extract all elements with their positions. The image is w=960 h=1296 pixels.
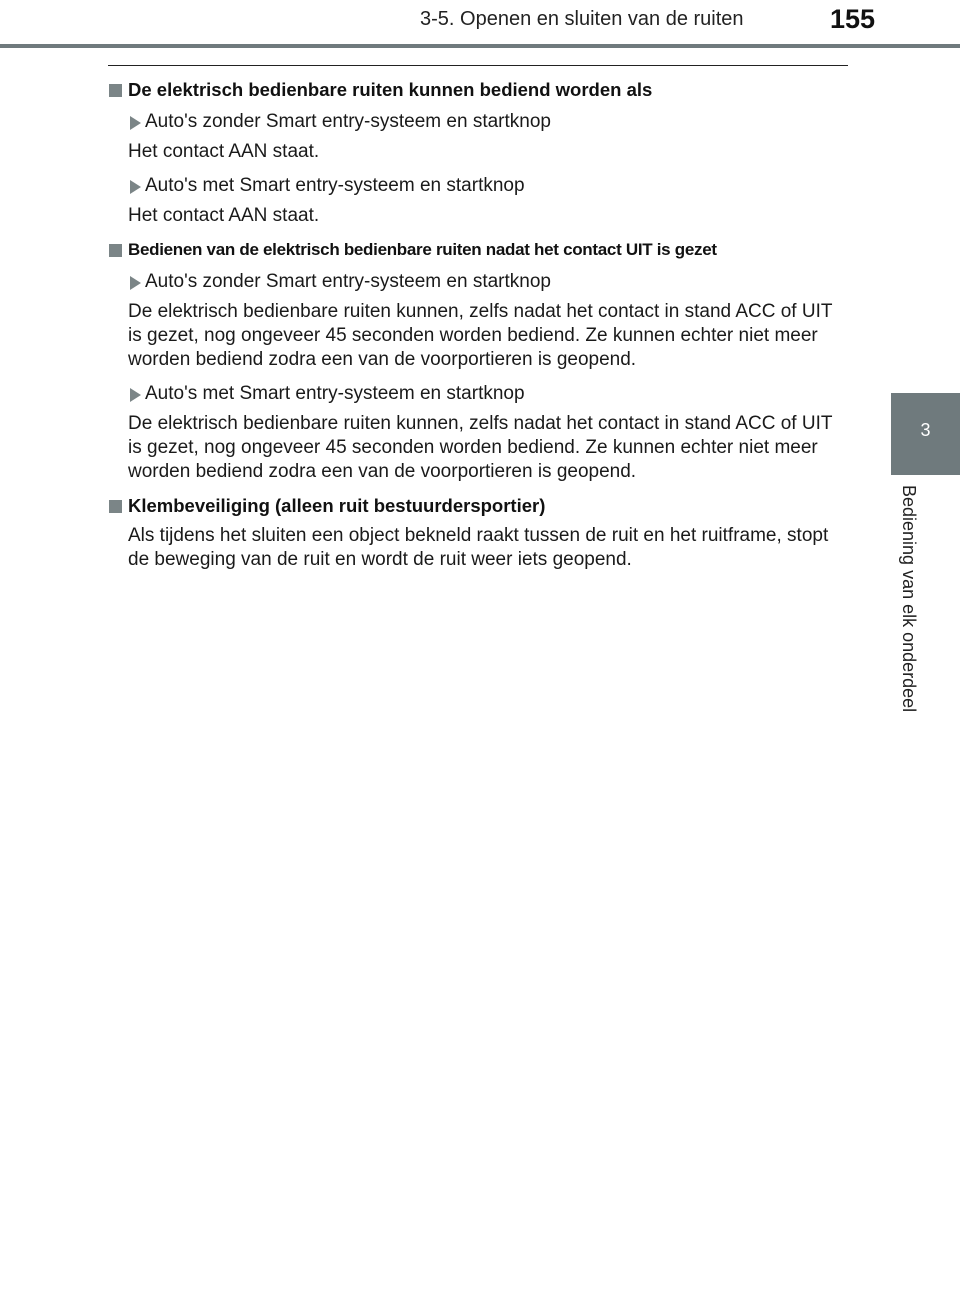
- subheading-text: Auto's met Smart entry-systeem en startknop: [145, 175, 525, 196]
- paragraph: De elektrisch bedienbare ruiten kunnen, zelfs nadat het contact in stand ACC of UIT is gezet, nog ongeveer 45 seconden worden bediend. Ze kunnen echter niet meer worden bediend zodra een van de voorportieren is geopend.: [128, 413, 833, 482]
- subheading: [108, 108, 848, 136]
- chapter-tab: [891, 393, 960, 475]
- subheading: [108, 268, 848, 296]
- subheading-text: Auto's zonder Smart entry-systeem en startknop: [145, 271, 551, 292]
- subheading: [108, 380, 848, 408]
- triangle-bullet-icon: [130, 276, 141, 290]
- square-bullet-icon: [109, 244, 122, 257]
- chapter-label-text: Bediening van elk onderdeel: [899, 485, 919, 713]
- square-bullet-icon: [109, 84, 122, 97]
- section-heading-text: Bedienen van de elektrisch bedienbare ruiten nadat het contact UIT is gezet: [128, 240, 717, 259]
- chapter-label: [895, 485, 925, 785]
- triangle-bullet-icon: [130, 116, 141, 130]
- page-content: [108, 74, 848, 580]
- square-bullet-icon: [109, 500, 122, 513]
- paragraph: De elektrisch bedienbare ruiten kunnen, zelfs nadat het contact in stand ACC of UIT is gezet, nog ongeveer 45 seconden worden bediend. Ze kunnen echter niet meer worden bediend zodra een van de voorportieren is geopend.: [128, 301, 833, 370]
- paragraph: Het contact AAN staat.: [128, 141, 320, 162]
- chapter-number: 3: [920, 420, 931, 440]
- subheading-text: Auto's met Smart entry-systeem en startknop: [145, 383, 525, 404]
- section-heading: [108, 492, 848, 520]
- paragraph: Het contact AAN staat.: [128, 205, 320, 226]
- section-heading: [108, 76, 848, 104]
- page-number: 155: [830, 4, 876, 34]
- header-title: 3-5. Openen en sluiten van de ruiten: [420, 8, 744, 30]
- triangle-bullet-icon: [130, 180, 141, 194]
- section-heading-text: De elektrisch bedienbare ruiten kunnen bediend worden als: [128, 79, 653, 100]
- section-heading: [108, 236, 848, 264]
- paragraph: Als tijdens het sluiten een object bekneld raakt tussen de ruit en het ruitframe, stopt de beweging van de ruit en wordt de ruit weer iets geopend.: [128, 525, 829, 570]
- section-heading-text: Klembeveiliging (alleen ruit bestuurdersportier): [128, 495, 546, 516]
- subheading-text: Auto's zonder Smart entry-systeem en startknop: [145, 111, 551, 132]
- triangle-bullet-icon: [130, 388, 141, 402]
- header-rule: [0, 44, 960, 48]
- subheading: [108, 172, 848, 200]
- content-top-rule: [108, 65, 848, 66]
